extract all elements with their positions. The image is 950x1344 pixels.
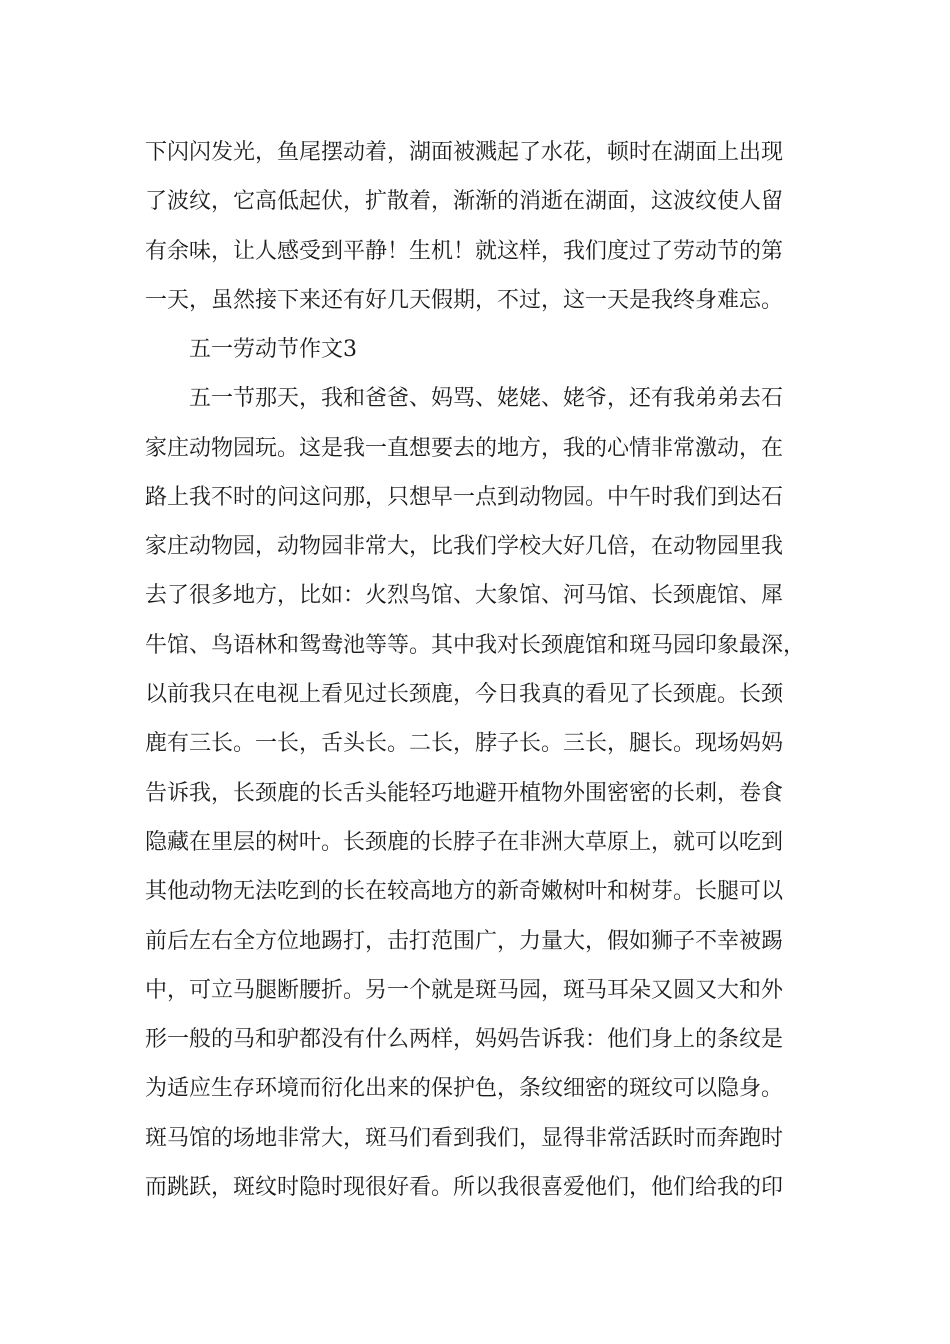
- section-title: 五一劳动节作文3: [189, 337, 357, 362]
- text-line: 下闪闪发光，鱼尾摆动着，湖面被溅起了水花，顿时在湖面上出现: [145, 140, 784, 165]
- text-line: 为适应生存环境而衍化出来的保护色，条纹细密的斑纹可以隐身。: [145, 1076, 784, 1102]
- text-line: 有余味，让人感受到平静！生机！就这样，我们度过了劳动节的第: [145, 238, 784, 264]
- text-line: 告诉我，长颈鹿的长舌头能轻巧地避开植物外围密密的长刺，卷食: [145, 780, 784, 806]
- essay-section: [145, 325, 825, 1212]
- text-line: 斑马馆的场地非常大，斑马们看到我们，显得非常活跃时而奔跑时: [145, 1125, 784, 1151]
- continued-paragraph: [145, 128, 825, 325]
- text-line: 隐藏在里层的树叶。长颈鹿的长脖子在非洲大草原上，就可以吃到: [145, 829, 784, 855]
- text-line: 形一般的马和驴都没有什么两样，妈妈告诉我：他们身上的条纹是: [145, 1027, 784, 1053]
- text-line: 家庄动物园玩。这是我一直想要去的地方，我的心情非常激动，在: [145, 435, 784, 461]
- text-line: 去了很多地方，比如：火烈鸟馆、大象馆、河马馆、长颈鹿馆、犀: [145, 583, 784, 609]
- text-line: 中，可立马腿断腰折。另一个就是斑马园，斑马耳朵又圆又大和外: [145, 977, 784, 1003]
- text-line: 而跳跃，斑纹时隐时现很好看。所以我很喜爱他们，他们给我的印: [145, 1175, 784, 1201]
- text-line: 了波纹，它高低起伏，扩散着，渐渐的消逝在湖面，这波纹使人留: [145, 189, 784, 215]
- text-line: 其他动物无法吃到的长在较高地方的新奇嫩树叶和树芽。长腿可以: [145, 879, 784, 905]
- text-line: 牛馆、鸟语林和鸳鸯池等等。其中我对长颈鹿馆和斑马园印象最深，: [145, 632, 806, 658]
- text-line: 鹿有三长。一长，舌头长。二长，脖子长。三长，腿长。现场妈妈: [145, 731, 784, 757]
- text-line: 一天，虽然接下来还有好几天假期，不过，这一天是我终身难忘。: [145, 287, 784, 313]
- text-line: 家庄动物园，动物园非常大，比我们学校大好几倍，在动物园里我: [145, 534, 784, 560]
- text-line: 路上我不时的问这问那，只想早一点到动物园。中午时我们到达石: [145, 484, 784, 510]
- text-line: 前后左右全方位地踢打，击打范围广，力量大，假如狮子不幸被踢: [145, 928, 784, 954]
- text-line: 以前我只在电视上看见过长颈鹿，今日我真的看见了长颈鹿。长颈: [145, 682, 784, 708]
- text-line: 五一节那天，我和爸爸、妈骂、姥姥、姥爷，还有我弟弟去石: [189, 386, 784, 412]
